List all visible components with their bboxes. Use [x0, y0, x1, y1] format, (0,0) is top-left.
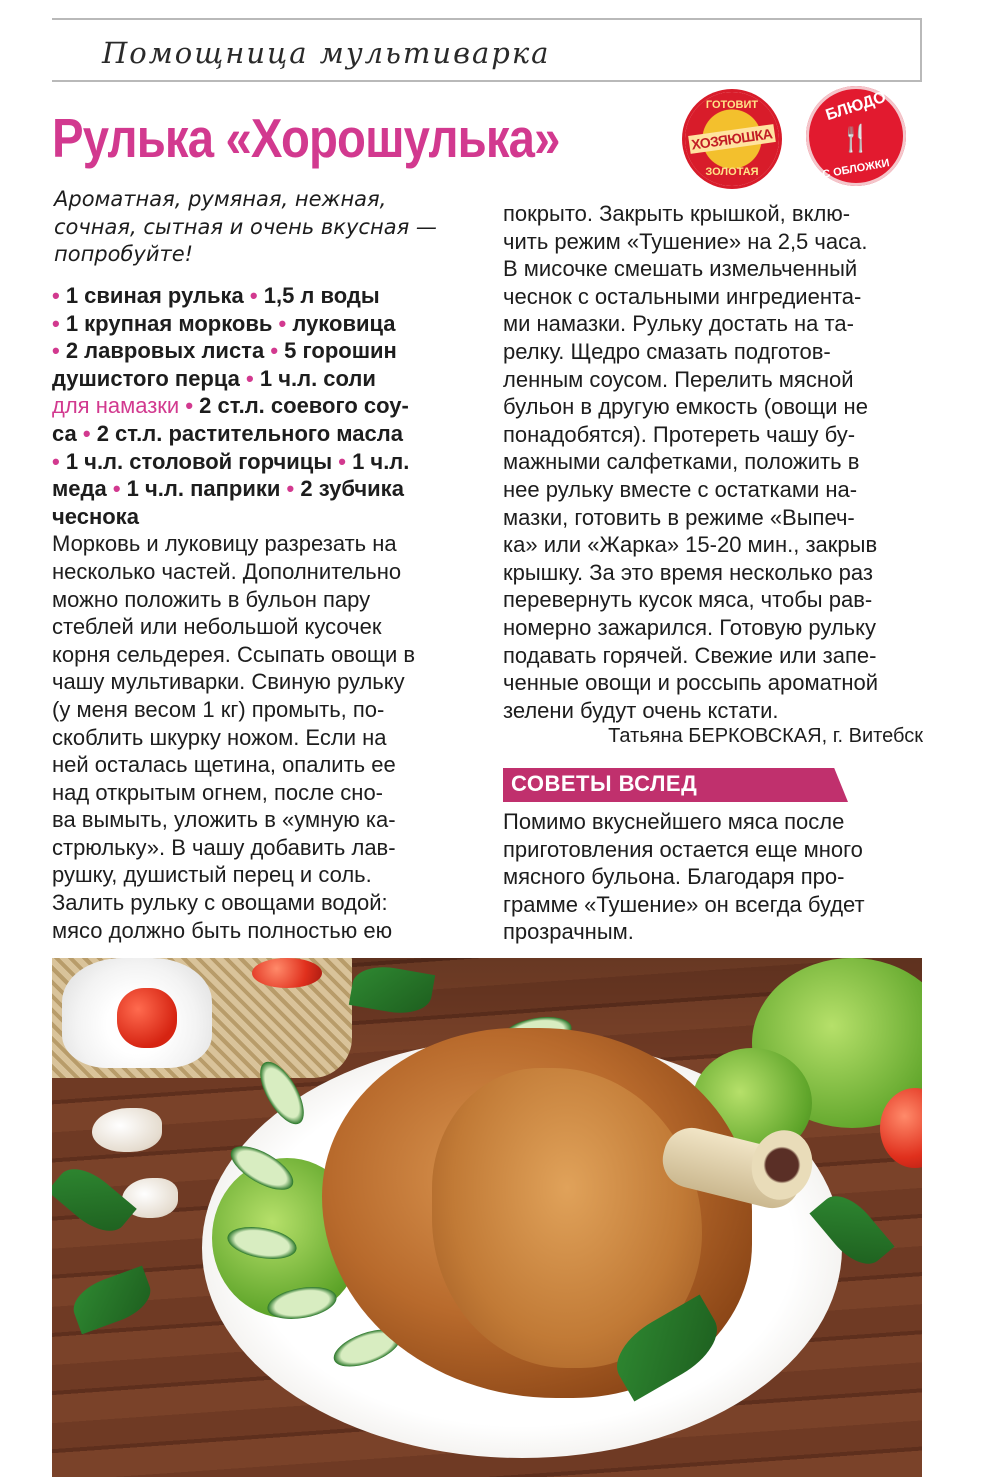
ingredient: 1 свиная рулька: [65, 283, 244, 308]
badge-cooks-middle: ХОЗЯЮШКА: [688, 124, 775, 154]
ingredient-line: [52, 475, 462, 503]
instruction-line: покрыто. Закрыть крышкой, вклю-: [503, 201, 851, 226]
ingredient: 2 ст.л. растительного масла: [96, 420, 403, 446]
ingredient: 2 ст.л. соевого соу-: [199, 393, 409, 419]
instruction-line: бульон в другую емкость (овощи не: [503, 394, 868, 420]
ingredient: 1 ч.л.: [352, 448, 410, 474]
tips-title: СОВЕТЫ ВСЛЕД: [511, 771, 698, 796]
tips-text: [503, 808, 865, 946]
bullet: •: [185, 393, 194, 419]
ingredient: 1,5 л воды: [263, 283, 380, 308]
spread-label: для намазки: [52, 393, 180, 419]
badge-cover-bottom: С ОБЛОЖКИ: [821, 157, 891, 181]
instruction-line: номерно зажарился. Готовую рульку: [503, 614, 877, 640]
ingredient: 1 ч.л. столовой горчицы: [65, 448, 333, 474]
bullet: •: [82, 420, 91, 446]
bullet: •: [278, 310, 287, 336]
instruction-line: чашу мультиварки. Свиную рульку: [52, 669, 405, 695]
garlic: [92, 1108, 162, 1152]
bullet: •: [286, 476, 295, 502]
instruction-line: ченные овощи и россыпь ароматной: [503, 670, 879, 696]
instruction-line: чеснок с остальными ингредиента-: [503, 283, 862, 309]
instruction-line: ленным соусом. Перелить мясной: [503, 366, 854, 392]
ingredient: 1 ч.л. паприки: [126, 476, 281, 502]
ingredient: са: [52, 420, 77, 446]
recipe-title: Рулька «Хорошулька»: [52, 107, 560, 169]
ingredient-line: [52, 448, 462, 476]
instruction-line: крышку. За это время несколько раз: [503, 559, 873, 585]
right-column: [503, 200, 928, 724]
bullet: •: [52, 448, 60, 474]
lead-line: попробуйте!: [54, 242, 194, 266]
ingredient: душистого перца: [52, 365, 240, 391]
bullet: •: [52, 338, 60, 364]
bullet: •: [52, 283, 60, 308]
ingredient: 2 зубчика: [300, 476, 404, 502]
instruction-line: ка» или «Жарка» 15-20 мин., закрыв: [503, 532, 878, 558]
instruction-line: нее рульку вместе с остатками на-: [503, 476, 858, 502]
ingredient: 1 крупная морковь: [65, 310, 273, 336]
lead-text: [54, 186, 459, 269]
instruction-line: стеблей или небольшой кусочек: [52, 614, 382, 640]
instruction-line: мажными салфетками, положить в: [503, 449, 860, 475]
dish-photo: [52, 958, 922, 1477]
ingredient-line: [52, 365, 462, 393]
section-title: Помощница мультиварка: [102, 36, 551, 70]
bullet: •: [52, 310, 60, 336]
instruction-line: мясо должно быть полностью ею: [52, 917, 393, 943]
instruction-line: Морковь и луковицу разрезать на: [52, 531, 397, 557]
ingredient: чеснока: [52, 503, 139, 529]
bullet: •: [112, 476, 121, 502]
bullet: •: [338, 448, 346, 474]
ingredient: луковица: [292, 310, 396, 336]
tips-line: прозрачным.: [503, 919, 634, 945]
instruction-line: релку. Щедро смазать подготов-: [503, 338, 831, 364]
instruction-line: В мисочке смешать измельченный: [503, 256, 858, 282]
bullet: •: [270, 338, 279, 364]
instruction-line: можно положить в бульон пару: [52, 586, 371, 612]
lead-line: Ароматная, румяная, нежная,: [54, 187, 387, 211]
instruction-line: мазки, готовить в режиме «Выпеч-: [503, 504, 855, 530]
instruction-line: над открытым огнем, после сно-: [52, 779, 383, 805]
basil-leaf: [349, 961, 435, 1018]
instruction-line: зелени будут очень кстати.: [503, 697, 779, 723]
badge-cooks-bottom: ЗОЛОТАЯ: [705, 166, 759, 178]
tomato: [252, 958, 322, 988]
instruction-line: ва вымыть, уложить в «умную ка-: [52, 807, 396, 833]
instruction-line: подавать горячей. Свежие или запе-: [503, 642, 877, 668]
ingredient-line: [52, 420, 462, 448]
ingredient-line: [52, 503, 462, 531]
ingredient: 2 лавровых листа: [65, 338, 265, 364]
bullet: •: [249, 283, 258, 308]
badge-cover-top: БЛЮДО: [823, 88, 889, 125]
instruction-line: несколько частей. Дополнительно: [52, 558, 402, 584]
instruction-line: Залить рульку с овощами водой:: [52, 890, 388, 916]
tips-line: приготовления остается еще много: [503, 836, 863, 862]
instruction-line: рушку, душистый перец и соль.: [52, 862, 372, 888]
instruction-line: (у меня весом 1 кг) промыть, по-: [52, 696, 385, 722]
badge-cover: [806, 86, 906, 186]
lead-line: сочная, сытная и очень вкусная —: [54, 214, 437, 239]
ingredient: меда: [52, 476, 107, 502]
instruction-line: стрюльку». В чашу добавить лав-: [52, 834, 396, 860]
bullet: •: [246, 365, 254, 391]
left-column: [52, 282, 462, 944]
ingredient-line: [52, 310, 462, 338]
instruction-line: ней осталась щетина, опалить ее: [52, 752, 396, 778]
instruction-line: понадобятся). Протереть чашу бу-: [503, 421, 856, 447]
tips-line: Помимо вкуснейшего мяса после: [503, 809, 845, 834]
badge-cooks: [685, 92, 779, 186]
fork-knife-icon: 🍴: [839, 123, 873, 153]
ingredient: 5 горошин: [284, 338, 397, 364]
tips-line: мясного бульона. Благодаря про-: [503, 864, 845, 890]
instruction-line: корня сельдерея. Ссыпать овощи в: [52, 641, 416, 667]
ingredient-line: [52, 392, 462, 420]
painted-pepper: [117, 988, 177, 1048]
ingredient-line: [52, 337, 462, 365]
basil-leaf: [52, 1157, 137, 1242]
ingredient-line: [52, 282, 462, 310]
ingredient: 1 ч.л. соли: [259, 365, 376, 391]
instruction-line: перевернуть кусок мяса, чтобы рав-: [503, 587, 873, 613]
basil-leaf: [67, 1266, 157, 1335]
instruction-line: чить режим «Тушение» на 2,5 часа.: [503, 228, 868, 254]
author-credit: Татьяна БЕРКОВСКАЯ, г. Витебск: [608, 725, 923, 747]
tips-line: грамме «Тушение» он всегда будет: [503, 891, 865, 917]
badge-cooks-top: ГОТОВИТ: [705, 99, 759, 111]
instruction-line: скоблить шкурку ножом. Если на: [52, 724, 387, 750]
instruction-line: ми намазки. Рульку достать на та-: [503, 311, 854, 337]
